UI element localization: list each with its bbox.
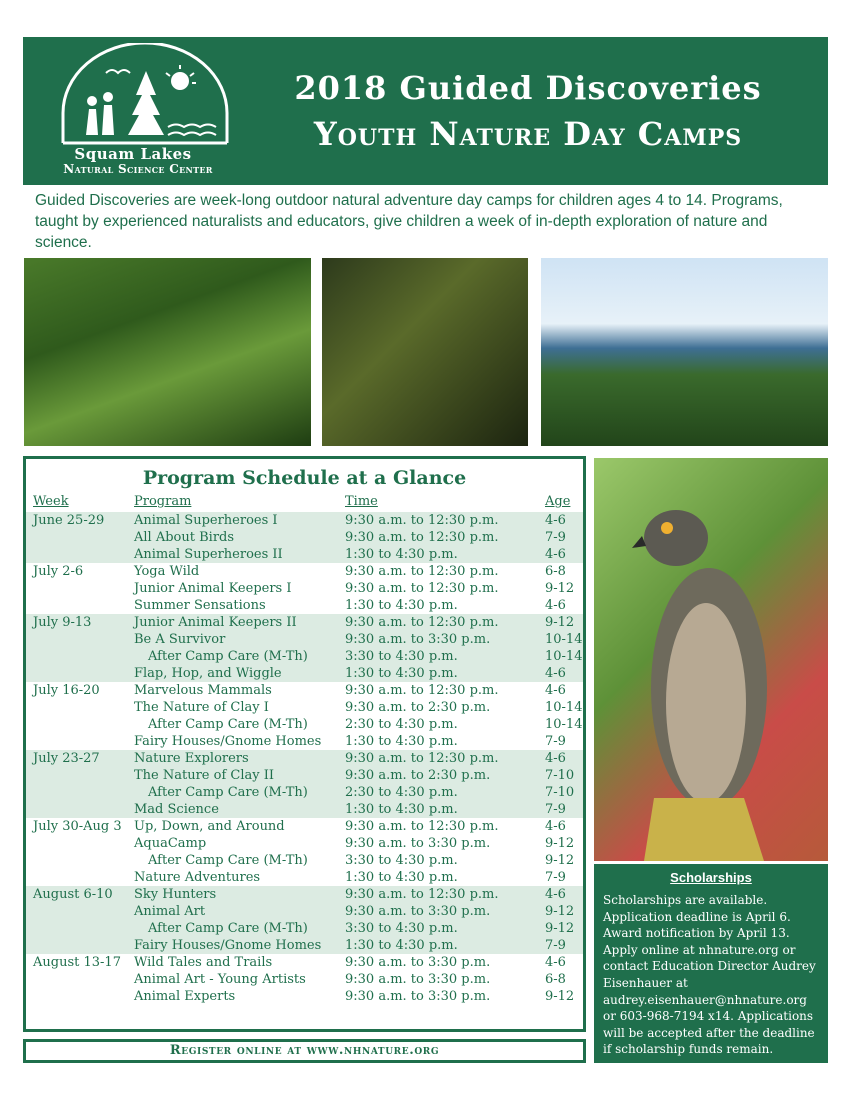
program-cell: Nature Explorers: [134, 751, 249, 766]
week-block: [26, 512, 583, 563]
time-cell: 9:30 a.m. to 12:30 p.m.: [345, 887, 499, 902]
program-cell: After Camp Care (M-Th): [148, 853, 308, 868]
program-cell: Animal Superheroes II: [134, 547, 283, 562]
age-cell: 10-14: [545, 649, 583, 664]
week-block: [26, 614, 583, 682]
program-cell: Flap, Hop, and Wiggle: [134, 666, 282, 681]
program-cell: Animal Experts: [134, 989, 236, 1004]
age-cell: 7-10: [545, 785, 575, 800]
program-cell: Mad Science: [134, 802, 219, 817]
program-cell: Yoga Wild: [134, 564, 200, 579]
age-cell: 4-6: [545, 683, 566, 698]
program-cell: Be A Survivor: [134, 632, 226, 647]
scholarships-text: Scholarships are available. Application deadline is April 6. Award notification by April 13. Apply online at nhnature.org or contact Education Director Audrey Eisenhauer at audrey.eisenhauer@nhnature.org or 603-968-7194 x14. Applications will be accepted after the deadline if scholarship funds remain.: [603, 893, 816, 1057]
week-cell: July 30-Aug 3: [33, 819, 122, 834]
age-cell: 7-9: [545, 938, 566, 953]
age-cell: 9-12: [545, 989, 575, 1004]
time-cell: 9:30 a.m. to 12:30 p.m.: [345, 751, 499, 766]
age-cell: 7-9: [545, 530, 566, 545]
time-cell: 3:30 to 4:30 p.m.: [345, 853, 458, 868]
week-block: [26, 682, 583, 750]
program-cell: Nature Adventures: [134, 870, 261, 885]
org-subtitle: Natural Science Center: [63, 162, 213, 176]
age-cell: 4-6: [545, 887, 566, 902]
week-block: [26, 886, 583, 954]
program-cell: Animal Art: [134, 904, 206, 919]
age-cell: 9-12: [545, 581, 575, 596]
column-header-age: Age: [545, 494, 571, 509]
age-cell: 4-6: [545, 955, 566, 970]
time-cell: 9:30 a.m. to 3:30 p.m.: [345, 989, 491, 1004]
table-row: [26, 903, 583, 920]
time-cell: 1:30 to 4:30 p.m.: [345, 870, 458, 885]
age-cell: 7-9: [545, 734, 566, 749]
week-cell: July 23-27: [33, 751, 100, 766]
program-cell: After Camp Care (M-Th): [148, 921, 308, 936]
hands-seedpods-photo: [322, 258, 528, 446]
table-row: [26, 699, 583, 716]
age-cell: 6-8: [545, 564, 566, 579]
week-cell: August 6-10: [33, 887, 113, 902]
program-cell: Fairy Houses/Gnome Homes: [134, 938, 322, 953]
garden-photo: [24, 258, 311, 446]
time-cell: 1:30 to 4:30 p.m.: [345, 547, 458, 562]
program-cell: After Camp Care (M-Th): [148, 785, 308, 800]
time-cell: 9:30 a.m. to 12:30 p.m.: [345, 581, 499, 596]
time-cell: 2:30 to 4:30 p.m.: [345, 717, 458, 732]
program-cell: Fairy Houses/Gnome Homes: [134, 734, 322, 749]
week-cell: July 9-13: [33, 615, 92, 630]
age-cell: 7-10: [545, 768, 575, 783]
time-cell: 1:30 to 4:30 p.m.: [345, 734, 458, 749]
scholarships-panel: [594, 864, 828, 1063]
program-cell: Junior Animal Keepers I: [134, 581, 292, 596]
time-cell: 1:30 to 4:30 p.m.: [345, 598, 458, 613]
lake-view-photo: [541, 258, 828, 446]
time-cell: 9:30 a.m. to 3:30 p.m.: [345, 904, 491, 919]
table-row: [26, 869, 583, 886]
age-cell: 4-6: [545, 547, 566, 562]
program-cell: Animal Art - Young Artists: [134, 972, 306, 987]
column-header-week: Week: [33, 494, 69, 509]
time-cell: 9:30 a.m. to 12:30 p.m.: [345, 530, 499, 545]
header-banner: [23, 37, 828, 185]
schedule-title: Program Schedule at a Glance: [142, 467, 467, 489]
week-block: [26, 563, 583, 614]
time-cell: 9:30 a.m. to 12:30 p.m.: [345, 615, 499, 630]
table-row: [26, 750, 583, 767]
time-cell: 9:30 a.m. to 2:30 p.m.: [345, 700, 491, 715]
hawk-illustration: [594, 458, 828, 861]
page-title-line1: 2018 Guided Discoveries: [294, 69, 762, 107]
table-row: [26, 631, 583, 648]
table-row: [26, 529, 583, 546]
intro-paragraph: Guided Discoveries are week-long outdoor natural adventure day camps for children ages 4 to 14. Programs, taught by experienced naturalists and educators, give children a week of in-depth exploration of nature and science.: [35, 192, 783, 251]
age-cell: 4-6: [545, 598, 566, 613]
column-header-program: Program: [134, 494, 192, 509]
week-block: [26, 750, 583, 818]
program-cell: All About Birds: [134, 530, 235, 545]
table-row: [26, 580, 583, 597]
time-cell: 3:30 to 4:30 p.m.: [345, 921, 458, 936]
register-link[interactable]: Register online at www.nhnature.org: [23, 1039, 586, 1063]
program-cell: Junior Animal Keepers II: [134, 615, 297, 630]
table-row: [26, 767, 583, 784]
age-cell: 4-6: [545, 513, 566, 528]
program-cell: The Nature of Clay II: [134, 768, 275, 783]
time-cell: 9:30 a.m. to 2:30 p.m.: [345, 768, 491, 783]
schedule-rows: [26, 512, 583, 1005]
age-cell: 10-14: [545, 700, 583, 715]
age-cell: 10-14: [545, 717, 583, 732]
table-row: [26, 971, 583, 988]
time-cell: 9:30 a.m. to 3:30 p.m.: [345, 836, 491, 851]
program-cell: Animal Superheroes I: [134, 513, 278, 528]
age-cell: 7-9: [545, 870, 566, 885]
table-row: [26, 784, 583, 801]
table-row: [26, 648, 583, 665]
column-header-time: Time: [345, 494, 378, 509]
time-cell: 1:30 to 4:30 p.m.: [345, 938, 458, 953]
week-cell: July 2-6: [33, 564, 84, 579]
program-cell: Wild Tales and Trails: [134, 955, 273, 970]
age-cell: 4-6: [545, 751, 566, 766]
table-row: [26, 614, 583, 631]
scholarships-title: Scholarships: [670, 870, 752, 885]
program-cell: Up, Down, and Around: [134, 819, 285, 834]
hawk-photo: [594, 458, 828, 861]
age-cell: 10-14: [545, 632, 583, 647]
table-row: [26, 852, 583, 869]
time-cell: 1:30 to 4:30 p.m.: [345, 666, 458, 681]
table-row: [26, 512, 583, 529]
age-cell: 9-12: [545, 615, 575, 630]
age-cell: 4-6: [545, 819, 566, 834]
time-cell: 9:30 a.m. to 12:30 p.m.: [345, 564, 499, 579]
table-row: [26, 682, 583, 699]
table-row: [26, 835, 583, 852]
age-cell: 9-12: [545, 904, 575, 919]
table-row: [26, 563, 583, 580]
age-cell: 6-8: [545, 972, 566, 987]
program-cell: AquaCamp: [134, 836, 207, 851]
week-cell: July 16-20: [33, 683, 100, 698]
week-cell: August 13-17: [33, 955, 121, 970]
table-row: [26, 818, 583, 835]
time-cell: 9:30 a.m. to 3:30 p.m.: [345, 972, 491, 987]
program-cell: The Nature of Clay I: [134, 700, 269, 715]
org-name: Squam Lakes: [74, 145, 192, 163]
program-cell: Summer Sensations: [134, 598, 266, 613]
table-row: [26, 886, 583, 903]
age-cell: 9-12: [545, 836, 575, 851]
age-cell: 9-12: [545, 853, 575, 868]
table-row: [26, 920, 583, 937]
schedule-panel: [23, 456, 586, 1032]
time-cell: 3:30 to 4:30 p.m.: [345, 649, 458, 664]
table-row: [26, 801, 583, 818]
time-cell: 9:30 a.m. to 12:30 p.m.: [345, 513, 499, 528]
table-row: [26, 954, 583, 971]
table-row: [26, 665, 583, 682]
table-row: [26, 546, 583, 563]
week-block: [26, 954, 583, 1005]
time-cell: 9:30 a.m. to 12:30 p.m.: [345, 819, 499, 834]
time-cell: 9:30 a.m. to 12:30 p.m.: [345, 683, 499, 698]
table-row: [26, 988, 583, 1005]
table-row: [26, 597, 583, 614]
week-cell: June 25-29: [33, 513, 105, 528]
program-cell: Marvelous Mammals: [134, 683, 272, 698]
age-cell: 9-12: [545, 921, 575, 936]
age-cell: 4-6: [545, 666, 566, 681]
table-row: [26, 937, 583, 954]
time-cell: 9:30 a.m. to 3:30 p.m.: [345, 632, 491, 647]
age-cell: 7-9: [545, 802, 566, 817]
program-cell: Sky Hunters: [134, 887, 217, 902]
program-cell: After Camp Care (M-Th): [148, 717, 308, 732]
time-cell: 1:30 to 4:30 p.m.: [345, 802, 458, 817]
week-block: [26, 818, 583, 886]
table-row: [26, 733, 583, 750]
time-cell: 9:30 a.m. to 3:30 p.m.: [345, 955, 491, 970]
table-row: [26, 716, 583, 733]
time-cell: 2:30 to 4:30 p.m.: [345, 785, 458, 800]
page-title-line2: Youth Nature Day Camps: [313, 115, 743, 153]
program-cell: After Camp Care (M-Th): [148, 649, 308, 664]
